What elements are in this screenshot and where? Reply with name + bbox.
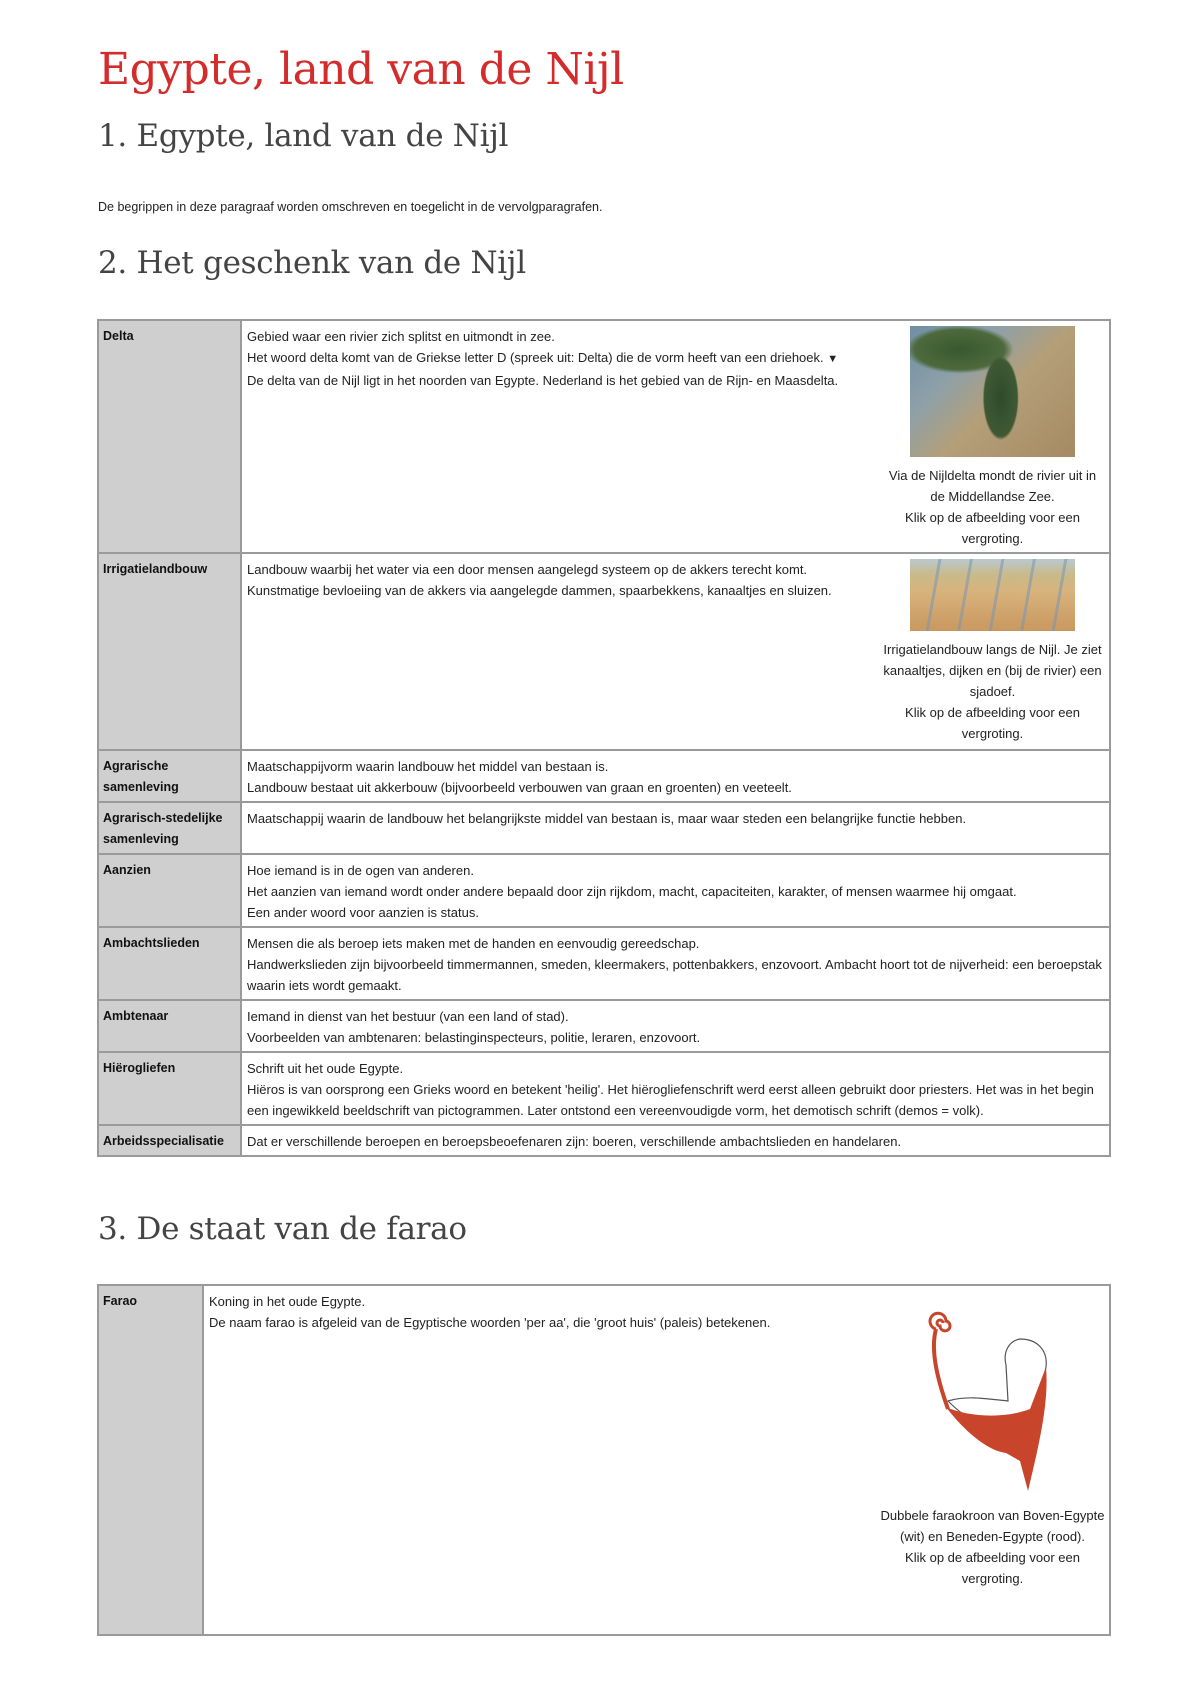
table-row xyxy=(98,1000,1110,1052)
definition-cell xyxy=(241,802,1110,854)
definition-line: Hiëros is van oorsprong een Grieks woord en betekent 'heilig'. Het hiërogliefenschrift werd eerst alleen gebruikt door priesters. Het was in het begin een ingewikkeld beeldschrift van pictogrammen. Later ontstond een vereenvoudigde vorm, het demotisch schrift (demos = volk). xyxy=(247,1082,1094,1118)
definition-line: Het woord delta komt van de Griekse letter D (spreek uit: Delta) die de vorm heeft van een driehoek. xyxy=(247,350,824,365)
term-cell: Irrigatielandbouw xyxy=(98,553,241,750)
definition-cell xyxy=(241,1000,1110,1052)
table-row xyxy=(98,1285,1110,1635)
figure-enlarge-hint: Klik op de afbeelding voor een vergroting. xyxy=(905,705,1080,741)
definition-line: Handwerkslieden zijn bijvoorbeeld timmermannen, smeden, kleermakers, pottenbakkers, enzovoort. Ambacht hoort tot de nijverheid: een beroepstak waarin iets wordt gemaakt. xyxy=(247,957,1102,993)
table-row xyxy=(98,802,1110,854)
figure-caption: Via de Nijldelta mondt de rivier uit in de Middellandse Zee. xyxy=(888,468,1097,504)
section-1-intro: De begrippen in deze paragraaf worden omschreven en toegelicht in de vervolgparagrafen. xyxy=(98,200,603,214)
term-cell: Delta xyxy=(98,320,241,553)
document-title: Egypte, land van de Nijl xyxy=(98,44,624,95)
nile-delta-image[interactable] xyxy=(910,326,1075,457)
table-row xyxy=(98,1125,1110,1156)
table-row xyxy=(98,854,1110,927)
definition-line: Mensen die als beroep iets maken met de handen en eenvoudig gereedschap. xyxy=(247,936,700,951)
crown-spiral xyxy=(930,1313,950,1331)
term-cell: Agrarisch-stedelijke samenleving xyxy=(98,802,241,854)
definition-line: Het aanzien van iemand wordt onder andere bepaald door zijn rijkdom, macht, capaciteiten, karakter, of mensen waarmee hij omgaat. xyxy=(247,884,1017,899)
definition-cell xyxy=(241,1052,1110,1125)
crown-wire xyxy=(933,1329,947,1409)
glossary-table-section-3 xyxy=(97,1284,1111,1636)
figure-enlarge-hint: Klik op de afbeelding voor een vergroting. xyxy=(905,510,1080,546)
table-row xyxy=(98,1052,1110,1125)
term-cell: Hiërogliefen xyxy=(98,1052,241,1125)
definition-line: Hoe iemand is in de ogen van anderen. xyxy=(247,863,474,878)
definition-line: Maatschappij waarin de landbouw het belangrijkste middel van bestaan is, maar waar steden een belangrijke functie hebben. xyxy=(247,811,967,826)
definition-line: Voorbeelden van ambtenaren: belastinginspecteurs, politie, leraren, enzovoort. xyxy=(247,1030,701,1045)
definition-line: Dat er verschillende beroepen en beroepsbeoefenaren zijn: boeren, verschillende ambachtslieden en handelaren. xyxy=(247,1134,902,1149)
definition-cell xyxy=(241,854,1110,927)
definition-cell xyxy=(203,1285,1110,1635)
table-row xyxy=(98,927,1110,1000)
definition-cell xyxy=(241,927,1110,1000)
figure-caption: Irrigatielandbouw langs de Nijl. Je ziet kanaaltjes, dijken en (bij de rivier) een sjadoef. xyxy=(883,642,1102,699)
term-cell: Agrarische samenleving xyxy=(98,750,241,802)
table-row xyxy=(98,553,1110,750)
figure xyxy=(880,1291,1105,1589)
table-row xyxy=(98,320,1110,553)
term-cell: Arbeidsspecialisatie xyxy=(98,1125,241,1156)
red-crown-shape xyxy=(946,1367,1047,1491)
irrigation-image[interactable] xyxy=(910,559,1075,631)
definition-line: Kunstmatige bevloeiing van de akkers via aangelegde dammen, spaarbekkens, kanaaltjes en sluizen. xyxy=(247,583,832,598)
definition-line: De delta van de Nijl ligt in het noorden van Egypte. Nederland is het gebied van de Rijn- en Maasdelta. xyxy=(247,373,839,388)
glossary-table-section-2 xyxy=(97,319,1111,1157)
section-2-heading: 2. Het geschenk van de Nijl xyxy=(98,245,526,281)
definition-cell xyxy=(241,320,1110,553)
figure xyxy=(880,559,1105,744)
definition-line: De naam farao is afgeleid van de Egyptische woorden 'per aa', die 'groot huis' (paleis) betekenen. xyxy=(209,1315,771,1330)
definition-line: Iemand in dienst van het bestuur (van een land of stad). xyxy=(247,1009,569,1024)
figure-caption: Dubbele faraokroon van Boven-Egypte (wit) en Beneden-Egypte (rood). xyxy=(880,1508,1105,1544)
section-1-heading: 1. Egypte, land van de Nijl xyxy=(98,118,509,154)
definition-line: Landbouw waarbij het water via een door mensen aangelegd systeem op de akkers terecht komt. xyxy=(247,562,808,577)
definition-line: Een ander woord voor aanzien is status. xyxy=(247,905,479,920)
pharaoh-crown-image[interactable] xyxy=(908,1291,1078,1501)
definition-line: Koning in het oude Egypte. xyxy=(209,1294,366,1309)
definition-cell xyxy=(241,553,1110,750)
term-cell: Aanzien xyxy=(98,854,241,927)
definition-cell xyxy=(241,750,1110,802)
term-cell: Farao xyxy=(98,1285,203,1635)
term-cell: Ambachtslieden xyxy=(98,927,241,1000)
definition-cell xyxy=(241,1125,1110,1156)
term-cell: Ambtenaar xyxy=(98,1000,241,1052)
definition-line: Maatschappijvorm waarin landbouw het middel van bestaan is. xyxy=(247,759,609,774)
figure xyxy=(880,326,1105,549)
table-row xyxy=(98,750,1110,802)
definition-line: Gebied waar een rivier zich splitst en uitmondt in zee. xyxy=(247,329,555,344)
definition-line: Landbouw bestaat uit akkerbouw (bijvoorbeeld verbouwen van graan en groenten) en veeteelt. xyxy=(247,780,792,795)
section-3-heading: 3. De staat van de farao xyxy=(98,1211,467,1247)
definition-line: Schrift uit het oude Egypte. xyxy=(247,1061,404,1076)
expand-arrow-icon[interactable]: ▼ xyxy=(827,353,839,365)
figure-enlarge-hint: Klik op de afbeelding voor een vergroting. xyxy=(905,1550,1080,1586)
